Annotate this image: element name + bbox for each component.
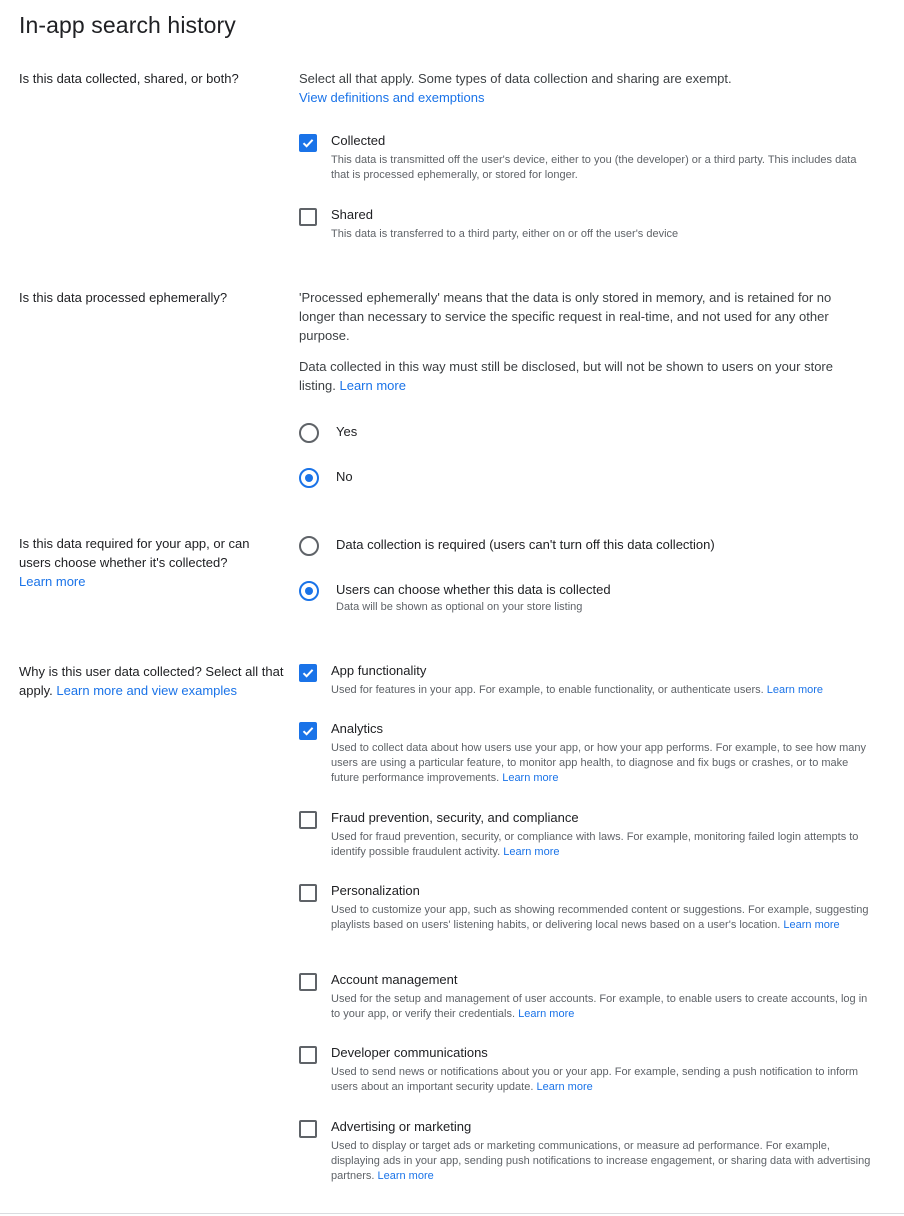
required-question-text: Is this data required for your app, or can users choose whether it's collected? xyxy=(19,536,250,570)
collection-intro xyxy=(299,69,869,107)
learn-more-link[interactable]: Learn more xyxy=(783,919,840,931)
learn-more-link[interactable]: Learn more xyxy=(536,1081,593,1093)
purpose-learn-more-link[interactable]: Learn more and view examples xyxy=(56,683,238,698)
view-definitions-link[interactable]: View definitions and exemptions xyxy=(299,90,485,105)
no-radio[interactable] xyxy=(299,468,319,488)
ephemeral-question: Is this data processed ephemerally? xyxy=(19,290,228,305)
optional-radio[interactable] xyxy=(299,581,319,601)
ephemeral-learn-more-link[interactable]: Learn more xyxy=(339,378,406,393)
analytics-label: Analytics xyxy=(331,721,384,736)
check-icon xyxy=(301,666,315,680)
learn-more-link[interactable]: Learn more xyxy=(503,846,560,858)
analytics-desc xyxy=(331,741,871,786)
shared-checkbox[interactable] xyxy=(299,208,317,226)
fraud-prevention-desc xyxy=(331,830,871,860)
fraud-prevention-checkbox[interactable] xyxy=(299,811,317,829)
fraud-prevention-label: Fraud prevention, security, and compliance xyxy=(331,810,579,825)
required-question xyxy=(19,534,279,591)
collection-question: Is this data collected, shared, or both? xyxy=(19,71,239,86)
app-functionality-checkbox[interactable] xyxy=(299,664,317,682)
account-management-checkbox[interactable] xyxy=(299,973,317,991)
no-label: No xyxy=(336,469,353,484)
account-management-desc-text: Used for the setup and management of user accounts. For example, to enable users to create accounts, log in to your app, or verify their credentials. xyxy=(331,993,868,1020)
shared-label: Shared xyxy=(331,207,373,222)
bottom-divider xyxy=(0,1213,904,1214)
collection-intro-text: Select all that apply. Some types of data collection and sharing are exempt. xyxy=(299,71,732,86)
shared-desc: This data is transferred to a third party, either on or off the user's device xyxy=(331,228,679,240)
purpose-question xyxy=(19,662,284,700)
check-icon xyxy=(301,136,315,150)
collected-desc: This data is transmitted off the user's device, either to you (the developer) or a third party. This includes data that is processed ephemerally, or stored for longer. xyxy=(331,154,857,181)
personalization-desc xyxy=(331,903,871,933)
check-icon xyxy=(301,724,315,738)
ephemeral-para1: 'Processed ephemerally' means that the data is only stored in memory, and is retained for no longer than necessary to service the specific request in real-time, and not used for any other purpose. xyxy=(299,290,832,343)
collected-label: Collected xyxy=(331,133,386,148)
yes-label: Yes xyxy=(336,424,358,439)
yes-radio[interactable] xyxy=(299,423,319,443)
ephemeral-para2-text: Data collected in this way must still be disclosed, but will not be shown to users on your store listing. xyxy=(299,359,833,393)
developer-communications-desc xyxy=(331,1065,871,1095)
required-learn-more-link[interactable]: Learn more xyxy=(19,574,86,589)
personalization-desc-text: Used to customize your app, such as showing recommended content or suggestions. For example, suggesting playlists based on users' listening habits, or delivering local news based on a user's location. xyxy=(331,904,869,931)
account-management-label: Account management xyxy=(331,972,458,987)
learn-more-link[interactable]: Learn more xyxy=(766,684,824,696)
purpose-question-text: Why is this user data collected? Select all that apply. xyxy=(19,664,284,698)
account-management-desc xyxy=(331,992,871,1022)
learn-more-link[interactable]: Learn more xyxy=(502,772,559,784)
developer-communications-checkbox[interactable] xyxy=(299,1046,317,1064)
advertising-checkbox[interactable] xyxy=(299,1120,317,1138)
analytics-desc-text: Used to collect data about how users use your app, or how your app performs. For example, to see how many users are using a particular feature, to monitor app health, to diagnose and fix bugs or crashes, or to make future performance improvements. xyxy=(331,742,866,784)
required-label: Data collection is required (users can't turn off this data collection) xyxy=(336,537,715,552)
learn-more-link[interactable]: Learn more xyxy=(377,1170,434,1182)
app-functionality-desc-text: Used for features in your app. For example, to enable functionality, or authenticate users. xyxy=(331,684,764,696)
collected-checkbox[interactable] xyxy=(299,134,317,152)
advertising-desc xyxy=(331,1139,871,1184)
developer-communications-label: Developer communications xyxy=(331,1045,488,1060)
page-title: In-app search history xyxy=(19,12,236,38)
learn-more-link[interactable]: Learn more xyxy=(518,1008,575,1020)
optional-desc: Data will be shown as optional on your store listing xyxy=(336,601,583,613)
developer-communications-desc-text: Used to send news or notifications about you or your app. For example, sending a push notification to inform users about an important security update. xyxy=(331,1066,859,1093)
advertising-label: Advertising or marketing xyxy=(331,1119,472,1134)
fraud-prevention-desc-text: Used for fraud prevention, security, or compliance with laws. For example, monitoring failed login attempts to identify possible fraudulent activity. xyxy=(331,831,859,858)
app-functionality-desc xyxy=(331,683,871,698)
analytics-checkbox[interactable] xyxy=(299,722,317,740)
personalization-checkbox[interactable] xyxy=(299,884,317,902)
advertising-desc-text: Used to display or target ads or marketing communications, or measure ad performance. For example, displaying ads in your app, sending push notifications to increase engagement, or sharing data with advertising partners. xyxy=(331,1140,871,1182)
ephemeral-para2 xyxy=(299,357,869,395)
app-functionality-label: App functionality xyxy=(331,663,427,678)
required-radio[interactable] xyxy=(299,536,319,556)
personalization-label: Personalization xyxy=(331,883,420,898)
optional-label: Users can choose whether this data is collected xyxy=(336,582,611,597)
